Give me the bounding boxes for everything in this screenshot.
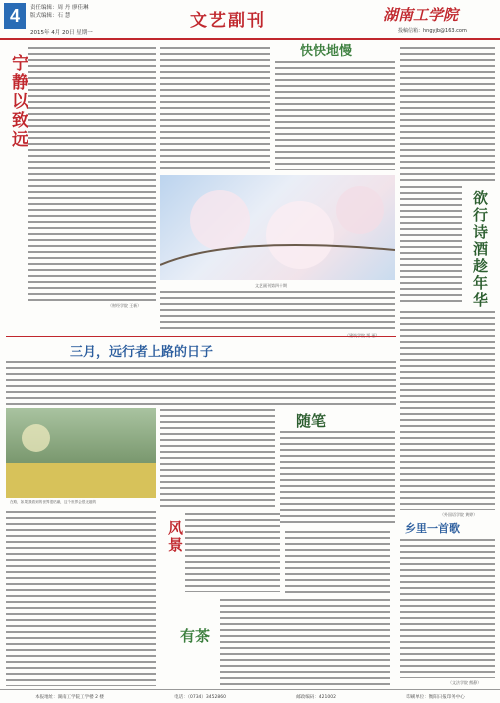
- text-block: [160, 408, 275, 508]
- article-body-6b: [220, 598, 390, 686]
- footer-printer: 印刷单位：衡阳日报印务中心: [406, 695, 465, 700]
- article-subtitle-6: 有茶: [180, 627, 211, 645]
- text-block: [160, 290, 395, 330]
- text-block: [400, 310, 495, 510]
- article-body-2b: [275, 60, 395, 170]
- blossom-graphic: [160, 175, 395, 280]
- article-body-6c: [285, 530, 390, 595]
- text-block: [275, 60, 395, 170]
- article-body-4a: [6, 360, 396, 405]
- article-body-4b: [6, 510, 156, 686]
- design-line: 版式编辑：石 慧: [30, 13, 71, 19]
- text-block: [28, 46, 156, 301]
- article-title-7: 乡里一首歌: [405, 522, 460, 535]
- article-body-3a: [400, 46, 495, 181]
- section-title: 文艺副刊: [190, 11, 266, 31]
- article-body-2c: [160, 290, 395, 330]
- article-title-1: 宁静以致远: [8, 54, 28, 149]
- text-block: [280, 430, 395, 525]
- article-author-1: （财经学院 王新）: [108, 303, 142, 308]
- article-title-3: 欲行诗酒趁年华: [471, 190, 489, 309]
- text-block: [400, 46, 495, 181]
- field-graphic: [6, 408, 156, 498]
- article-body-5: [280, 430, 395, 525]
- article-author-3: （外国语学院 黄婷）: [440, 512, 478, 517]
- footer-address: 本报地址：湖南工学院工学楼 2 楼: [35, 695, 104, 700]
- article-title-6: 风景: [166, 520, 184, 554]
- cherry-blossom-photo: [160, 175, 395, 280]
- text-block: [6, 510, 156, 686]
- text-block: [400, 538, 495, 678]
- article-title-5: 随笔: [296, 412, 327, 430]
- text-block: [285, 530, 390, 595]
- text-block: [160, 46, 270, 171]
- landscape-photo: [6, 408, 156, 498]
- article-body-1: [28, 46, 156, 301]
- masthead: [0, 0, 500, 40]
- brand-logo-text: 湖南工学院: [383, 6, 459, 24]
- footer-phone: 电话：（0734）3452860: [174, 695, 226, 700]
- text-block: [185, 512, 280, 592]
- editor-line: 责任编辑：周 丹 廖佳琳: [30, 5, 89, 11]
- article-author-7: （文法学院 熊静）: [448, 680, 482, 685]
- article-body-6a: [185, 512, 280, 592]
- photo-caption-2: 文艺副刊第四十期: [255, 283, 287, 288]
- article-body-2a: [160, 46, 270, 171]
- issue-date: 2015年 4月 20日 星期一: [30, 30, 93, 36]
- divider: [6, 336, 396, 337]
- text-block: [6, 360, 396, 405]
- editor-info: [30, 4, 89, 20]
- text-block: [220, 598, 390, 686]
- text-block: [400, 185, 462, 305]
- article-title-4: 三月，远行者上路的日子: [70, 345, 214, 360]
- submission-email: 投稿信箱：hngyjb@163.com: [398, 28, 467, 34]
- article-body-3b: [400, 185, 462, 305]
- photo-caption-8: 在路，如果我看到的世界很枯燥，这个世界会很无趣的: [10, 500, 97, 504]
- footer-postcode: 邮政编码：421002: [296, 695, 336, 700]
- article-body-3c: [400, 310, 495, 510]
- article-body-4c: [160, 408, 275, 508]
- footer: [0, 689, 500, 703]
- article-body-7: [400, 538, 495, 678]
- article-title-2: 快快地慢: [300, 44, 353, 59]
- page-number: 4: [4, 3, 26, 29]
